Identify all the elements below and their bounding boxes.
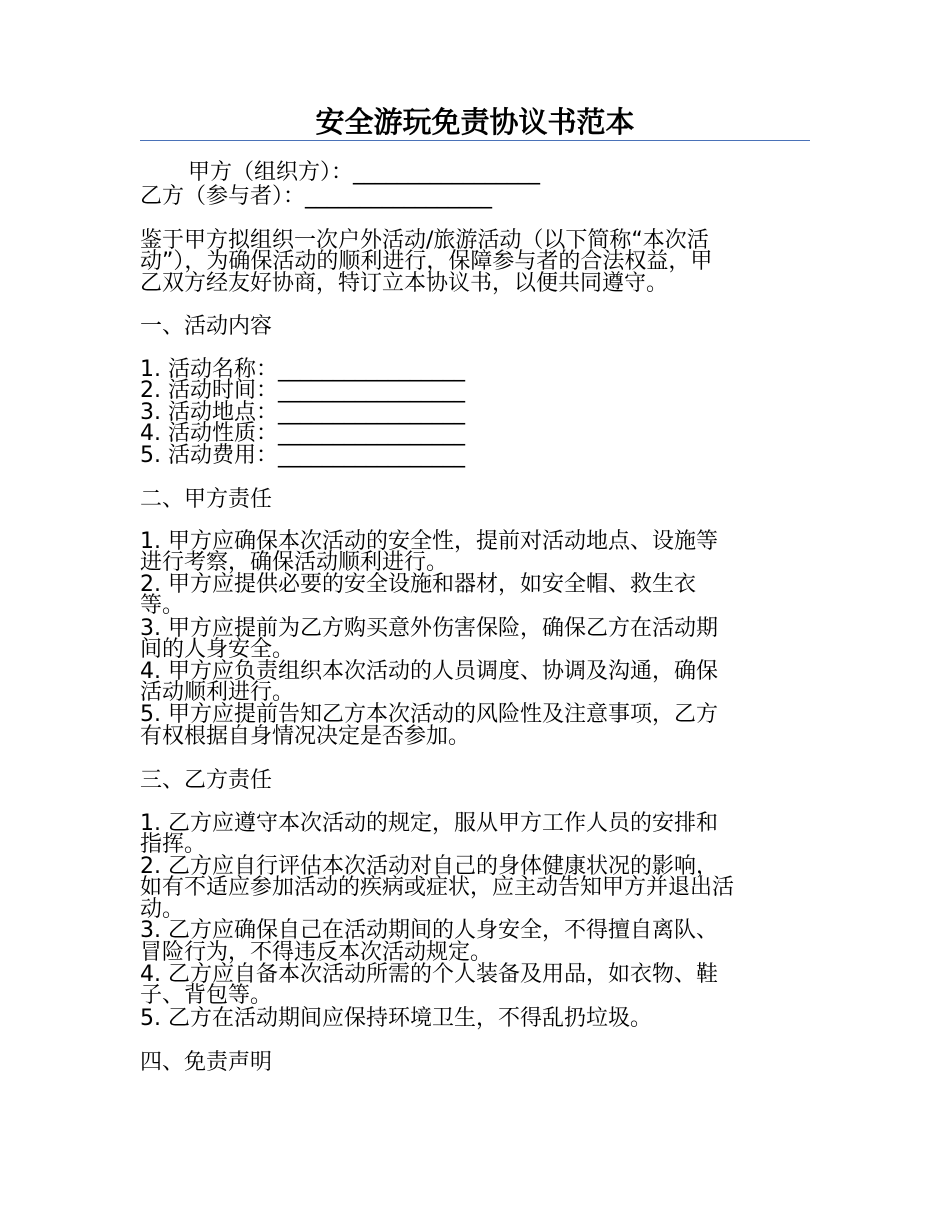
activity-nature-field: 4. 活动性质：_________________ <box>140 421 465 446</box>
party-b-duty-line: 如有不适应参加活动的疾病或症状，应主动告知甲方并退出活 <box>140 875 735 900</box>
section-2-heading: 二、甲方责任 <box>140 487 273 512</box>
party-b-duty-line: 3. 乙方应确保自己在活动期间的人身安全，不得擅自离队、 <box>140 918 718 943</box>
activity-name-field: 1. 活动名称：_________________ <box>140 357 465 382</box>
party-b-duty-line: 指挥。 <box>140 832 207 857</box>
party-a-duty-line: 进行考察，确保活动顺利进行。 <box>140 550 449 575</box>
party-b-duty-line: 动。 <box>140 897 185 922</box>
party-b-duty-line: 2. 乙方应自行评估本次活动对自己的身体健康状况的影响， <box>140 854 718 879</box>
title-underline <box>140 140 810 141</box>
document-title: 安全游玩免责协议书范本 <box>315 105 635 139</box>
activity-fee-field: 5. 活动费用：_________________ <box>140 443 465 468</box>
party-b-duty-line: 子、背包等。 <box>140 983 273 1008</box>
party-b-line: 乙方（参与者）：_________________ <box>140 184 493 209</box>
party-b-duty-line: 1. 乙方应遵守本次活动的规定，服从甲方工作人员的安排和 <box>140 811 718 836</box>
party-a-duty-line: 1. 甲方应确保本次活动的安全性，提前对活动地点、设施等 <box>140 529 718 554</box>
party-a-duty-line: 活动顺利进行。 <box>140 680 295 705</box>
party-a-duty-line: 2. 甲方应提供必要的安全设施和器材，如安全帽、救生衣 <box>140 572 696 597</box>
preamble-line-2: 动”），为确保活动的顺利进行，保障参与者的合法权益，甲 <box>140 249 713 274</box>
party-a-duty-line: 间的人身安全。 <box>140 637 295 662</box>
party-b-duty-line: 4. 乙方应自备本次活动所需的个人装备及用品，如衣物、鞋 <box>140 962 718 987</box>
preamble-line-3: 乙双方经友好协商，特订立本协议书，以便共同遵守。 <box>140 271 669 296</box>
section-4-heading: 四、免责声明 <box>140 1050 273 1075</box>
party-a-duty-line: 5. 甲方应提前告知乙方本次活动的风险性及注意事项，乙方 <box>140 702 718 727</box>
party-b-duty-line: 5. 乙方在活动期间应保持环境卫生，不得乱扔垃圾。 <box>140 1006 652 1031</box>
party-a-duty-line: 4. 甲方应负责组织本次活动的人员调度、协调及沟通，确保 <box>140 659 718 684</box>
activity-time-field: 2. 活动时间：_________________ <box>140 378 465 403</box>
party-a-duty-line: 有权根据自身情况决定是否参加。 <box>140 724 471 749</box>
party-a-duty-line: 等。 <box>140 593 185 618</box>
party-b-duty-line: 冒险行为，不得违反本次活动规定。 <box>140 940 493 965</box>
section-1-heading: 一、活动内容 <box>140 314 273 339</box>
activity-place-field: 3. 活动地点：_________________ <box>140 400 465 425</box>
preamble-line-1: 鉴于甲方拟组织一次户外活动/旅游活动（以下简称“本次活 <box>140 228 709 253</box>
party-a-duty-line: 3. 甲方应提前为乙方购买意外伤害保险，确保乙方在活动期 <box>140 616 718 641</box>
section-3-heading: 三、乙方责任 <box>140 768 273 793</box>
party-a-line: 甲方（组织方）：_________________ <box>188 160 541 185</box>
